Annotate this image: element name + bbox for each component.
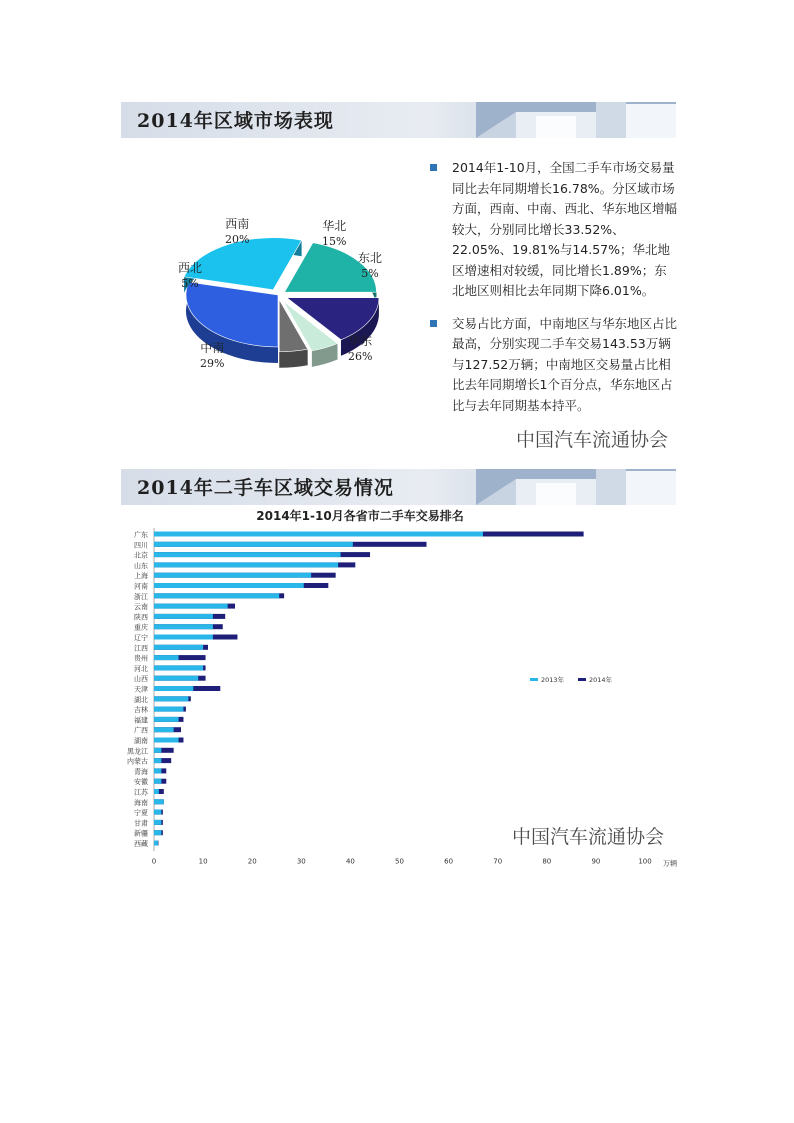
bar-2013: [154, 841, 158, 846]
category-label: 贵州: [134, 654, 148, 663]
x-tick-label: 40: [345, 857, 355, 866]
category-label: 宁夏: [134, 809, 148, 818]
pie-label-pct: 20%: [225, 233, 250, 246]
category-label: 海南: [134, 798, 148, 807]
category-label: 广西: [134, 726, 148, 735]
bar-2013: [154, 573, 311, 578]
section1-banner: [121, 102, 676, 138]
legend-label: 2014年: [589, 676, 613, 684]
pie-label-dongbei: [358, 250, 382, 282]
category-label: 山东: [134, 561, 148, 570]
section1-title: 2014年区域市场表现: [137, 110, 334, 132]
watermark-1: 中国汽车流通协会: [516, 429, 669, 451]
bar-2013: [154, 696, 188, 701]
category-label: 江西: [134, 644, 148, 653]
pie-label-pct: 26%: [348, 350, 373, 363]
section2-title: 2014年二手车区域交易情况: [137, 477, 394, 499]
x-tick-label: 100: [638, 857, 652, 866]
bar-2013: [154, 727, 174, 732]
bar-2013: [154, 562, 338, 567]
pie-label-name: 华北: [322, 219, 347, 233]
x-tick-label: 20: [247, 857, 257, 866]
x-axis-unit: 万辆: [663, 859, 677, 868]
category-label: 浙江: [134, 592, 148, 601]
bar-2013: [154, 542, 353, 547]
x-tick-label: 70: [493, 857, 503, 866]
bar-2013: [154, 593, 279, 598]
bar-2013: [154, 686, 193, 691]
bar-2013: [154, 707, 183, 712]
legend-label: 2013年: [541, 676, 565, 684]
pie-label-pct: 5%: [361, 267, 379, 280]
bar-2013: [154, 768, 161, 773]
category-label: 云南: [134, 603, 148, 612]
pie-label-zhongnan: [200, 340, 224, 372]
category-label: 甘肃: [134, 819, 148, 828]
bar-2013: [154, 738, 179, 743]
category-label: 重庆: [134, 623, 148, 632]
x-tick-label: 0: [151, 857, 157, 866]
bar-2013: [154, 820, 161, 825]
bar-2013: [154, 830, 161, 835]
x-tick-label: 90: [591, 857, 601, 866]
category-label: 新疆: [134, 829, 148, 838]
bar-2013: [154, 676, 198, 681]
bar-2013: [154, 532, 483, 537]
bar-2013: [154, 604, 228, 609]
bar-2013: [154, 552, 341, 557]
x-tick-label: 10: [198, 857, 208, 866]
category-label: 四川: [134, 541, 148, 550]
pie-label-name: 东北: [358, 251, 383, 265]
pie-label-huadong: [348, 333, 372, 365]
summary-bullets: [428, 158, 678, 428]
bullet-share: 交易占比方面，中南地区与华东地区占比最高，分别实现二手车交易143.53万辆与127.52万辆；中南地区交易量占比相比去年同期增长1个百分点，华东地区占比与去年同期基本持平。: [428, 314, 678, 417]
category-label: 天津: [134, 685, 148, 694]
category-label: 湖北: [134, 695, 148, 704]
category-label: 吉林: [134, 706, 148, 715]
category-label: 安徽: [134, 778, 148, 787]
decorative-boxes-icon: [476, 469, 676, 505]
pie-label-xinan: [225, 216, 249, 248]
category-label: 上海: [134, 572, 148, 581]
section2-banner: [121, 469, 676, 505]
category-label: 陕西: [134, 613, 148, 622]
bullet-growth: 2014年1-10月，全国二手车市场交易量同比去年同期增长16.78%。分区域市场方面，西南、中南、西北、华东地区增幅较大，分别同比增长33.52%、22.05%、19.81%与14.57%；华北地区增速相对较缓，同比增长1.89%；东北地区则相比去年同期下降6.01%。: [428, 158, 678, 302]
bar-2013: [154, 779, 161, 784]
bar-2013: [154, 624, 213, 629]
bar-2013: [154, 635, 213, 640]
category-label: 山西: [134, 675, 148, 684]
bar-2013: [154, 583, 304, 588]
bar-2013: [154, 799, 164, 804]
bar-2013: [154, 789, 159, 794]
x-tick-label: 80: [542, 857, 552, 866]
x-tick-label: 30: [296, 857, 306, 866]
category-label: 内蒙古: [127, 757, 148, 766]
x-tick-label: 60: [444, 857, 454, 866]
category-label: 湖南: [134, 737, 148, 745]
legend-swatch: [530, 678, 538, 681]
category-label: 河北: [134, 664, 148, 673]
category-label: 青海: [134, 767, 148, 776]
bar-2013: [154, 645, 203, 650]
category-label: 辽宁: [134, 634, 148, 642]
legend-swatch: [578, 678, 586, 681]
category-label: 黑龙江: [127, 747, 148, 756]
chart-title: 2014年1-10月各省市二手车交易排名: [256, 509, 464, 523]
category-label: 北京: [134, 551, 148, 560]
pie-label-name: 西南: [225, 217, 250, 231]
category-label: 福建: [134, 716, 148, 725]
category-label: 河南: [134, 582, 148, 591]
province-bar-chart: [114, 506, 677, 868]
category-label: 西藏: [134, 840, 148, 848]
watermark-2: 中国汽车流通协会: [512, 826, 665, 848]
bar-2013: [154, 748, 161, 753]
pie-label-pct: 29%: [200, 357, 225, 370]
bar-2013: [154, 810, 161, 815]
bar-2013: [154, 665, 203, 670]
pie-label-name: 华东: [348, 334, 373, 348]
x-tick-label: 50: [395, 857, 404, 866]
pie-label-name: 西北: [178, 261, 203, 275]
pie-label-pct: 15%: [322, 235, 347, 248]
pie-label-name: 中南: [200, 341, 225, 355]
bar-2013: [154, 614, 213, 619]
pie-label-xibei: [178, 260, 202, 292]
bar-2013: [154, 758, 161, 763]
region-pie-chart: [160, 200, 420, 400]
bar-2013: [154, 655, 179, 660]
pie-label-huabei: [322, 218, 346, 250]
category-label: 广东: [134, 531, 148, 539]
pie-label-pct: 5%: [181, 277, 199, 290]
category-label: 江苏: [134, 788, 148, 797]
bar-2013: [154, 717, 179, 722]
decorative-boxes-icon: [476, 102, 676, 138]
